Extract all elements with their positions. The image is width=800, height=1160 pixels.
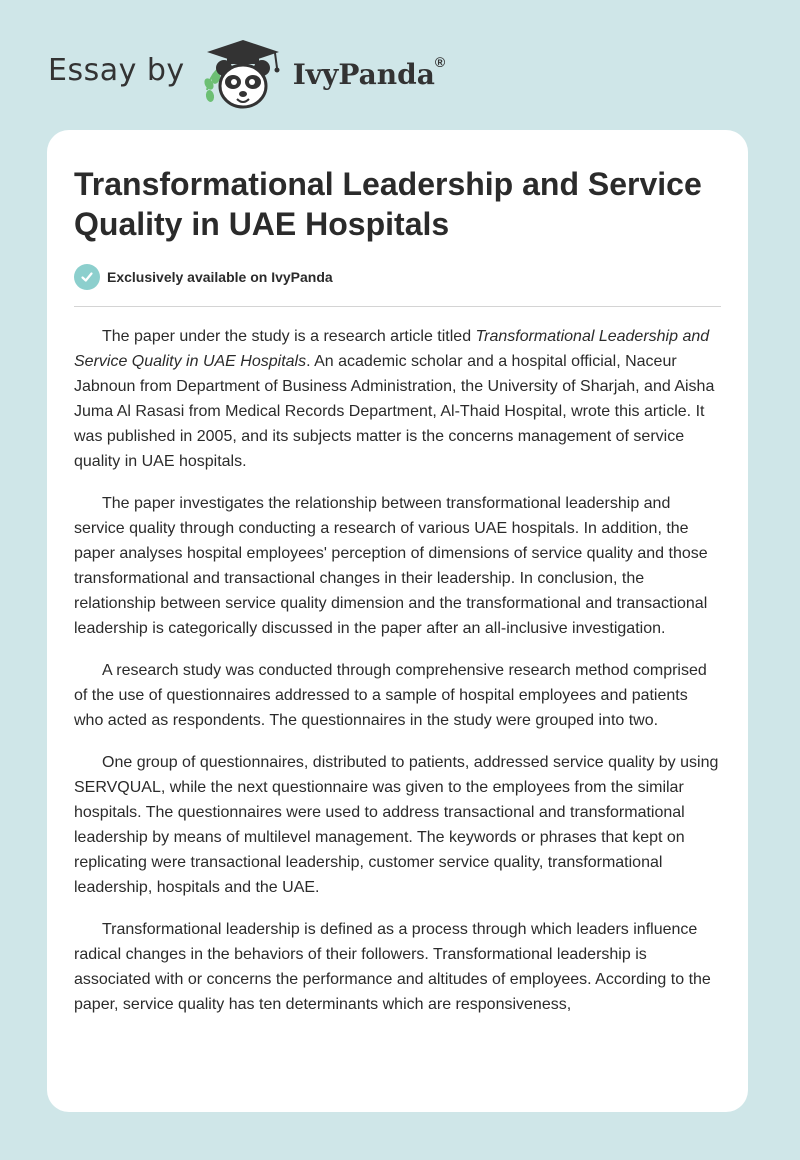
brand-name [292,53,446,91]
page-title: Transformational Leadership and Service Quality in UAE Hospitals [74,166,702,242]
essay-by-label: Essay by [48,52,185,88]
exclusive-label: Exclusively available on IvyPanda [107,269,333,285]
panda-graduate-icon [197,34,289,114]
paragraph-4: One group of questionnaires, distributed to patients, addressed service quality by using SERVQUAL, while the next questionnaire was given to the employees from the similar hospitals. The questionnaires were used to address transactional and transformational leadership by means of multilevel management. The keywords or phrases that kept on replicating were transactional leadership, customer service quality, transformational leadership, hospitals and the UAE. [74,754,719,896]
brand-header[interactable] [48,34,445,114]
brand-name-text: IvyPanda [292,57,435,91]
paragraph-5: Transformational leadership is defined as a process through which leaders influence radical changes in the behaviors of their followers. Transformational leadership is associated with or concerns the performance and altitudes of employees. According to the paper, service quality has ten determinants which are responsiveness, [74,921,711,1013]
essay-card [47,130,748,1112]
check-circle-icon [74,264,100,290]
article-title-italic: Transformational Leadership and Service Quality in UAE Hospitals [74,328,710,370]
paragraph-1-text: The paper under the study is a research article titled [102,328,476,345]
essay-body [74,324,721,1017]
paragraph-1 [74,324,721,474]
exclusive-badge [74,263,721,291]
registered-mark: ® [434,53,446,70]
paragraph-1-text-cont: . An academic scholar and a hospital official, Naceur Jabnoun from Department of Business Administration, the University of Sharjah, and Aisha Juma Al Rasasi from Medical Records Department, Al-Thaid Hospital, wrote this article. It was published in 2005, and its subjects matter is the concerns management of service quality in UAE hospitals. [74,353,715,470]
paragraph-2: The paper investigates the relationship between transformational leadership and service quality through conducting a research of various UAE hospitals. In addition, the paper analyses hospital employees' perception of dimensions of service quality and those transformational and transactional changes in their leadership. In conclusion, the relationship between service quality dimension and the transformational and transactional leadership is categorically discussed in the paper after an all-inclusive investigation. [74,495,708,637]
paragraph-3: A research study was conducted through comprehensive research method comprised of the use of questionnaires addressed to a sample of hospital employees and patients who acted as respondents. The questionnaires in the study were grouped into two. [74,662,707,729]
divider [74,306,721,307]
